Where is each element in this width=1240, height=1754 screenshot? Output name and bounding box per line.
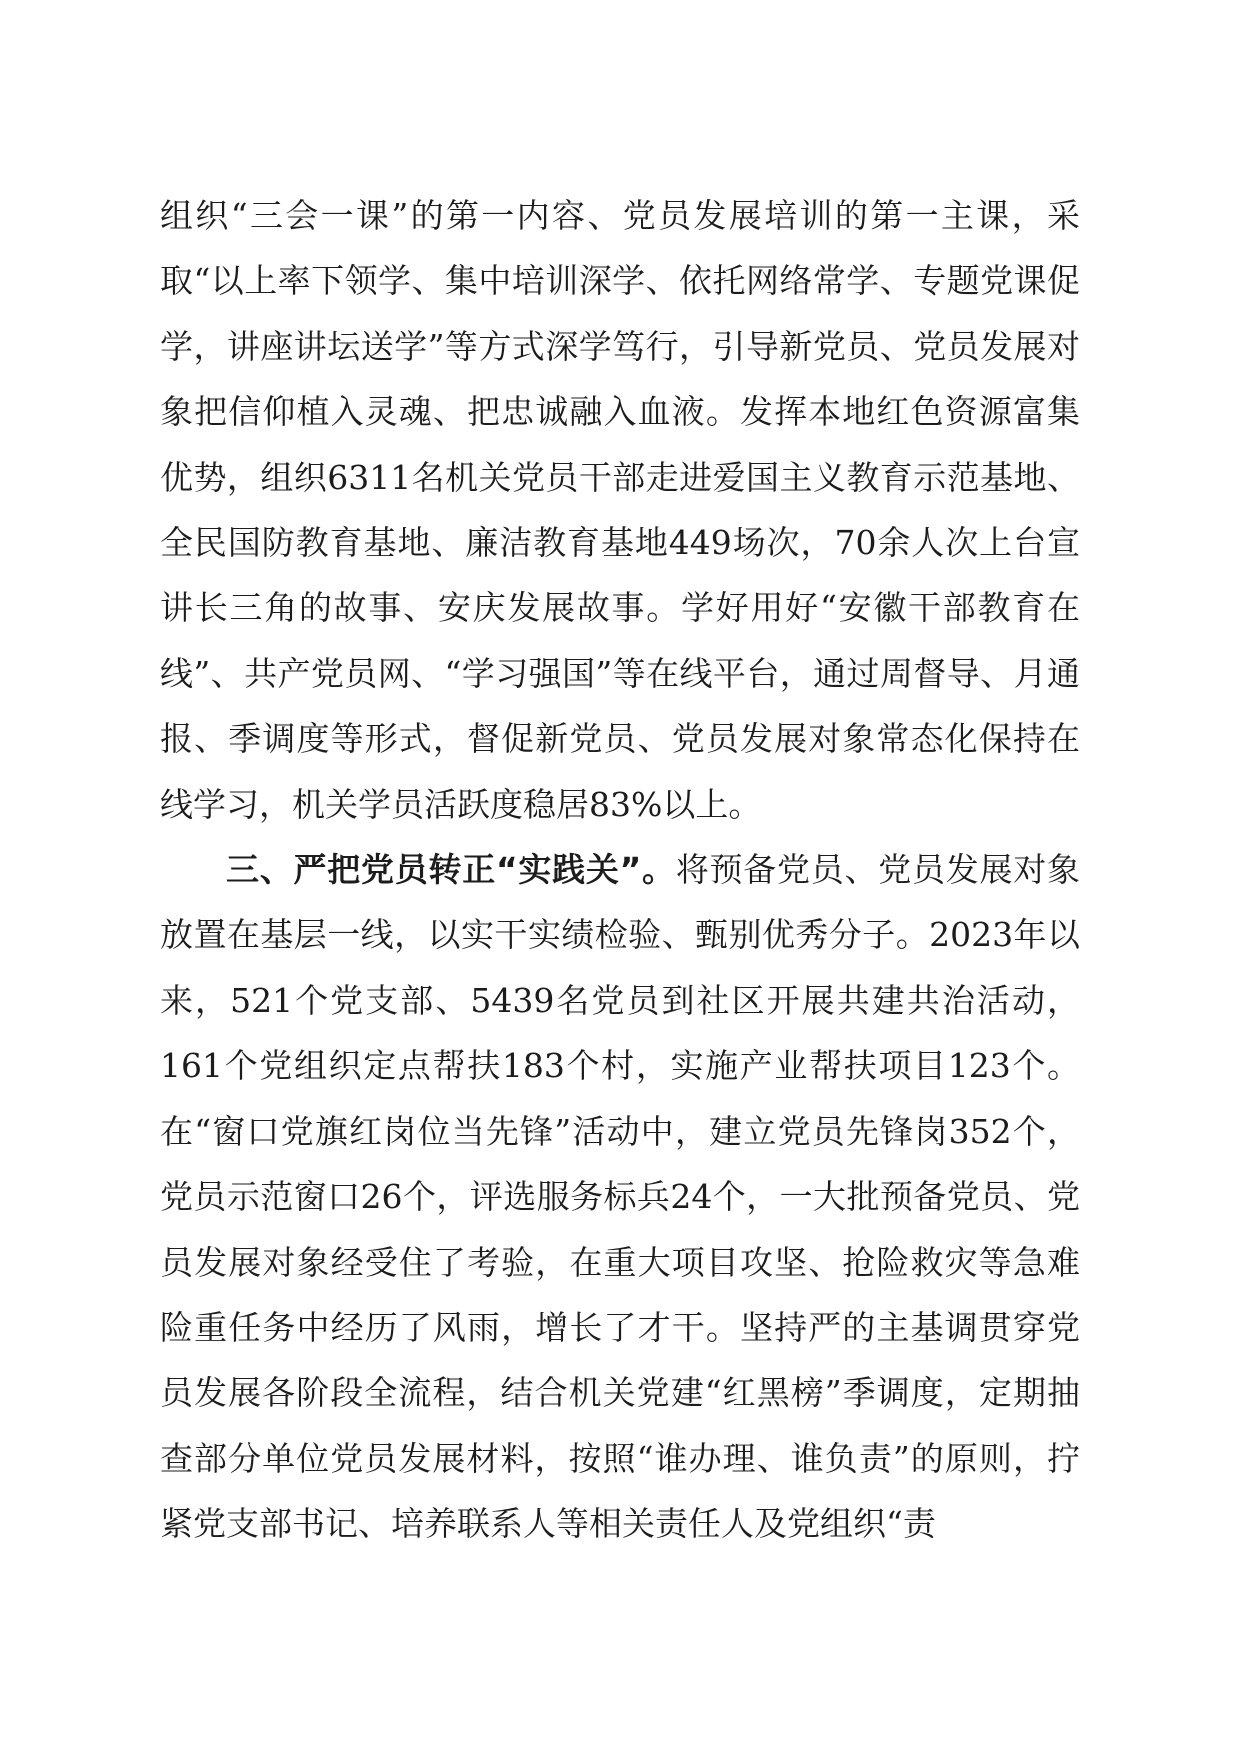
- section-3-body: 将预备党员、党员发展对象放置在基层一线，以实干实绩检验、甄别优秀分子。2023年以来，521个党支部、5439名党员到社区开展共建共治活动，161个党组织定点帮扶183个村，实施产业帮扶项目123个。在“窗口党旗红岗位当先锋”活动中，建立党员先锋岗352个，党员示范窗口26个，评选服务标兵24个，一大批预备党员、党员发展对象经受住了考验，在重大项目攻坚、抢险救灾等急难险重任务中经历了风雨，增长了才干。坚持严的主基调贯穿党员发展各阶段全流程，结合机关党建“红黑榜”季调度，定期抽查部分单位党员发展材料，按照“谁办理、谁负责”的原则，拧紧党支部书记、培养联系人等相关责任人及党组织“责: [160, 850, 1081, 1544]
- section-3-paragraph: [160, 837, 1080, 1556]
- section-3-heading: 三、严把党员转正“实践关”。: [226, 850, 676, 890]
- document-body: [160, 183, 1080, 1557]
- paragraph-continued: 组织“三会一课”的第一内容、党员发展培训的第一主课，采取“以上率下领学、集中培训深学、依托网络常学、专题党课促学，讲座讲坛送学”等方式深学笃行，引导新党员、党员发展对象把信仰植入灵魂、把忠诚融入血液。发挥本地红色资源富集优势，组织6311名机关党员干部走进爱国主义教育示范基地、全民国防教育基地、廉洁教育基地449场次，70余人次上台宣讲长三角的故事、安庆发展故事。学好用好“安徽干部教育在线”、共产党员网、“学习强国”等在线平台，通过周督导、月通报、季调度等形式，督促新党员、党员发展对象常态化保持在线学习，机关学员活跃度稳居83%以上。: [160, 196, 1080, 824]
